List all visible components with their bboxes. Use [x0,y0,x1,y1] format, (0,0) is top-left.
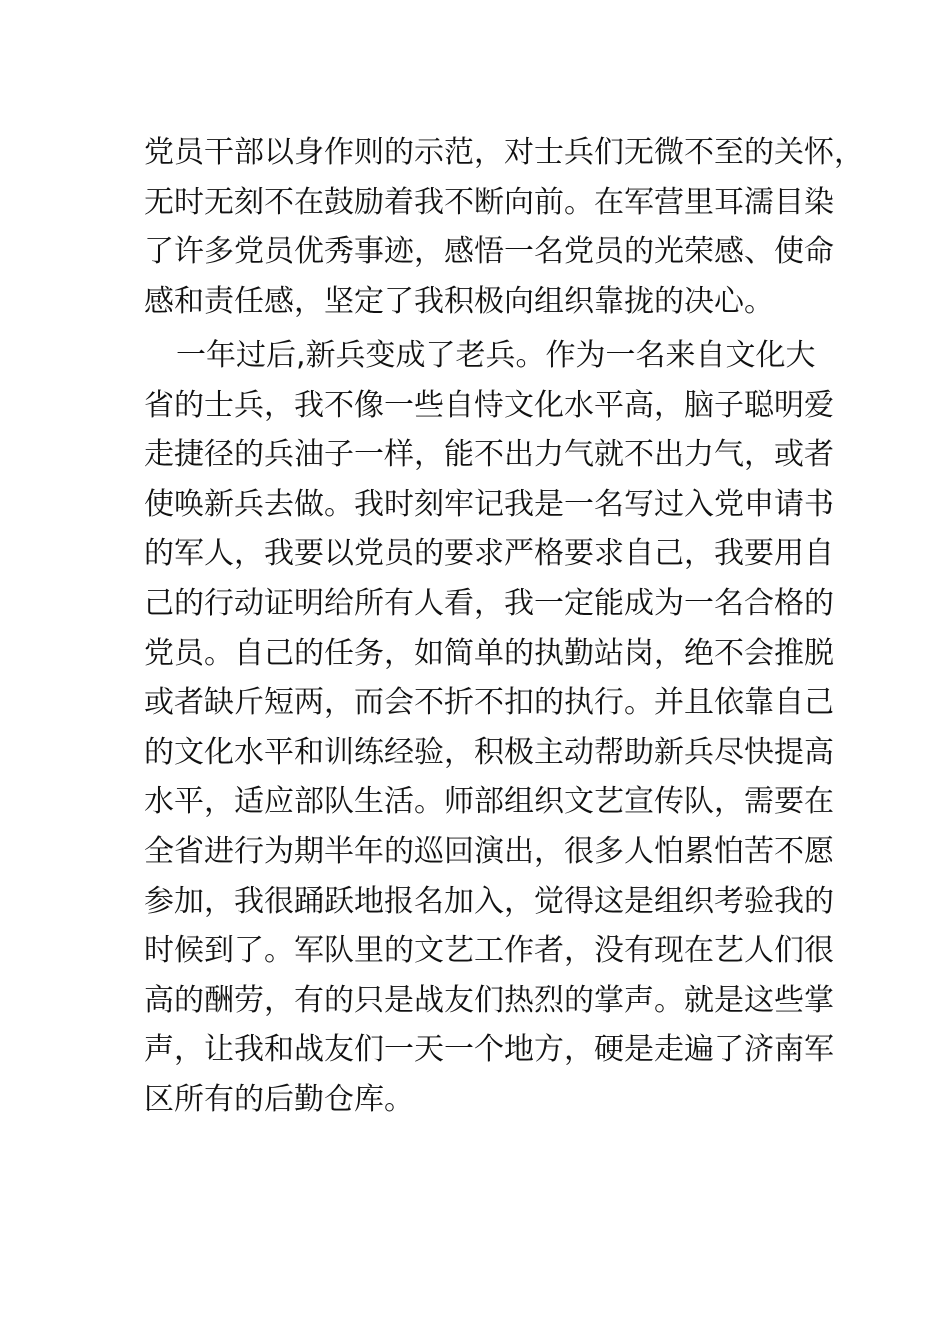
text-line: 的军人，我要以党员的要求严格要求自己，我要用自 [144,536,834,572]
text-line: 或者缺斤短两，而会不折不扣的执行。并且依靠自己 [144,685,834,721]
text-line: 党员干部以身作则的示范，对士兵们无微不至的关怀， [144,135,864,170]
text-line: 感和责任感，坚定了我积极向组织靠拢的决心。 [144,283,774,319]
text-line: 了许多党员优秀事迹，感悟一名党员的光荣感、使命 [144,234,834,270]
paragraph [144,331,834,1125]
text-line: 水平，适应部队生活。师部组织文艺宣传队，需要在 [144,784,834,820]
text-line: 的文化水平和训练经验，积极主动帮助新兵尽快提高 [144,734,834,770]
text-line: 时候到了。军队里的文艺工作者，没有现在艺人们很 [144,933,834,969]
text-line: 走捷径的兵油子一样，能不出力气就不出力气，或者 [144,437,834,473]
text-line: 省的士兵，我不像一些自恃文化水平高，脑子聪明爱 [144,387,834,423]
text-line: 一年过后,新兵变成了老兵。作为一名来自文化大 [176,338,816,373]
text-line: 声，让我和战友们一天一个地方，硬是走遍了济南军 [144,1032,834,1068]
paragraph [144,128,864,326]
text-line: 党员。自己的任务，如简单的执勤站岗，绝不会推脱 [144,635,834,671]
text-line: 区所有的后勤仓库。 [144,1081,414,1117]
text-line: 全省进行为期半年的巡回演出，很多人怕累怕苦不愿 [144,833,834,869]
text-line: 无时无刻不在鼓励着我不断向前。在军营里耳濡目染 [144,184,834,220]
text-line: 高的酬劳，有的只是战友们热烈的掌声。就是这些掌 [144,982,834,1018]
text-line: 参加，我很踊跃地报名加入，觉得这是组织考验我的 [144,883,834,919]
text-line: 使唤新兵去做。我时刻牢记我是一名写过入党申请书 [144,486,834,522]
text-line: 己的行动证明给所有人看，我一定能成为一名合格的 [144,585,834,621]
